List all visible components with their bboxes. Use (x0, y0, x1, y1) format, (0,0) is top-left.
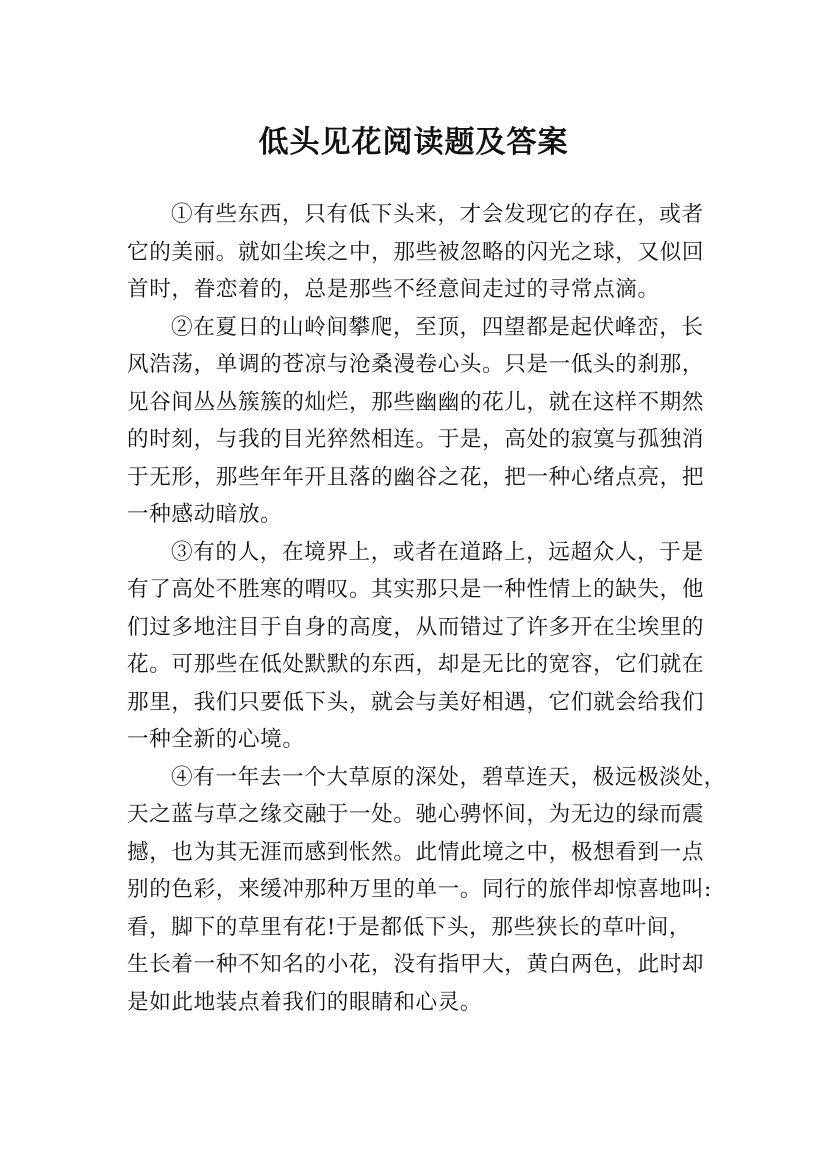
page-title: 低头见花阅读题及答案 (258, 125, 569, 161)
text-line: 一种感动暗放。 (127, 502, 283, 527)
text-line: 别的色彩，来缓冲那种万里的单一。同行的旅伴却惊喜地叫: (127, 877, 712, 902)
text-line: 天之蓝与草之缘交融于一处。驰心骋怀间，为无边的绿而震 (127, 802, 705, 827)
text-line: ②在夏日的山岭间攀爬，至顶，四望都是起伏峰峦，长 (171, 314, 704, 340)
text-line: ①有些东西，只有低下头来，才会发现它的存在，或者 (171, 202, 704, 227)
paragraph-1 (127, 196, 712, 309)
text-line: 首时，眷恋着的，总是那些不经意间走过的寻常点滴。 (127, 277, 660, 302)
text-line: 花。可那些在低处默默的东西，却是无比的宽容，它们就在 (127, 652, 705, 677)
text-line: 一种全新的心境。 (127, 727, 305, 752)
text-line: 撼，也为其无涯而感到怅然。此情此境之中，极想看到一点 (127, 839, 705, 865)
paragraph-4 (127, 759, 726, 1022)
text-line: 们过多地注目于自身的高度，从而错过了许多开在尘埃里的 (127, 614, 705, 640)
text-line: ④有一年去一个大草原的深处，碧草连天，极远极淡处， (171, 764, 726, 790)
text-line: 看，脚下的草里有花!于是都低下头，那些狭长的草叶间， (127, 914, 692, 940)
text-line: 于无形，那些年年开且落的幽谷之花，把一种心绪点亮，把 (127, 464, 705, 490)
text-line: 见谷间丛丛簇簇的灿烂，那些幽幽的花儿，就在这样不期然 (127, 389, 705, 415)
paragraph-3 (127, 534, 712, 759)
text-line: 那里，我们只要低下头，就会与美好相遇，它们就会给我们 (127, 689, 705, 715)
text-line: 的时刻，与我的目光猝然相连。于是，高处的寂寞与孤独消 (127, 427, 705, 452)
article-body (127, 196, 726, 1021)
text-line: 生长着一种不知名的小花，没有指甲大，黄白两色，此时却 (127, 952, 705, 977)
text-line: 有了高处不胜寒的喟叹。其实那只是一种性情上的缺失，他 (127, 577, 705, 602)
text-line: 它的美丽。就如尘埃之中，那些被忽略的闪光之球，又似回 (127, 239, 705, 265)
text-line: 风浩荡，单调的苍凉与沧桑漫卷心头。只是一低头的刹那， (127, 352, 705, 377)
paragraph-2 (127, 309, 712, 534)
text-line: 是如此地装点着我们的眼睛和心灵。 (127, 989, 483, 1015)
text-line: ③有的人，在境界上，或者在道路上，远超众人，于是 (171, 539, 704, 565)
